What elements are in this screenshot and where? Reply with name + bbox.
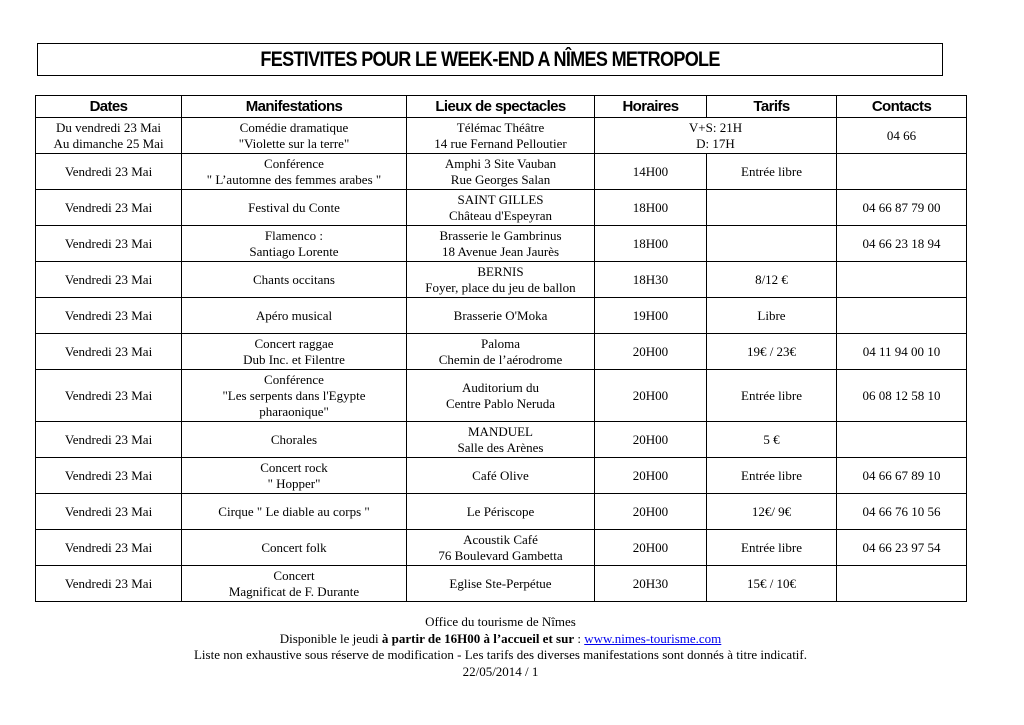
tarif-cell: Entrée libre bbox=[707, 370, 837, 422]
time-cell: 20H00 bbox=[595, 422, 707, 458]
time-cell: 20H00 bbox=[595, 334, 707, 370]
tarif-cell: Entrée libre bbox=[707, 530, 837, 566]
event-line: Concert raggae bbox=[254, 335, 334, 351]
venue-cell bbox=[407, 422, 595, 458]
event-cell: Cirque " Le diable au corps " bbox=[182, 494, 407, 530]
date-cell: Vendredi 23 Mai bbox=[36, 566, 182, 602]
event-cell bbox=[182, 566, 407, 602]
header-manifestations: Manifestations bbox=[182, 96, 407, 118]
table-row bbox=[36, 370, 967, 422]
venue-line: SAINT GILLES bbox=[457, 191, 544, 207]
table-row bbox=[36, 226, 967, 262]
event-cell bbox=[182, 458, 407, 494]
footer-office: Office du tourisme de Nîmes bbox=[425, 614, 576, 629]
date-cell: Vendredi 23 Mai bbox=[36, 226, 182, 262]
event-line: Conférence bbox=[264, 371, 324, 387]
event-line: Magnificat de F. Durante bbox=[228, 583, 360, 599]
contact-cell: 04 66 23 97 54 bbox=[837, 530, 967, 566]
event-cell bbox=[182, 334, 407, 370]
event-line: Concert rock bbox=[260, 459, 328, 475]
event-line: "Les serpents dans l'Egypte bbox=[222, 387, 366, 403]
tarif-cell: Entrée libre bbox=[707, 154, 837, 190]
date-cell: Vendredi 23 Mai bbox=[36, 458, 182, 494]
event-cell bbox=[182, 226, 407, 262]
event-cell bbox=[182, 370, 407, 422]
time-cell: 18H00 bbox=[595, 190, 707, 226]
venue-line: Paloma bbox=[481, 335, 520, 351]
contact-cell: 04 66 67 89 10 bbox=[837, 458, 967, 494]
date-line: Du vendredi 23 Mai bbox=[55, 119, 162, 135]
horaire-line: V+S: 21H bbox=[688, 119, 743, 135]
tarif-cell: 5 € bbox=[707, 422, 837, 458]
date-line: Au dimanche 25 Mai bbox=[53, 135, 164, 151]
footer-availability-text: Disponible le jeudi bbox=[279, 630, 382, 646]
title-box bbox=[37, 43, 943, 76]
contact-cell bbox=[837, 422, 967, 458]
time-cell: 20H00 bbox=[595, 494, 707, 530]
venue-line: Chemin de l’aérodrome bbox=[438, 351, 563, 367]
header-lieux: Lieux de spectacles bbox=[407, 96, 595, 118]
event-line: Flamenco : bbox=[264, 227, 324, 243]
venue-line: MANDUEL bbox=[468, 423, 533, 439]
time-cell: 18H00 bbox=[595, 226, 707, 262]
event-line: Santiago Lorente bbox=[249, 243, 339, 259]
venue-cell: Café Olive bbox=[407, 458, 595, 494]
venue-cell bbox=[407, 262, 595, 298]
date-cell: Vendredi 23 Mai bbox=[36, 494, 182, 530]
contact-cell: 04 66 76 10 56 bbox=[837, 494, 967, 530]
table-row bbox=[36, 118, 967, 154]
date-cell: Vendredi 23 Mai bbox=[36, 422, 182, 458]
event-cell: Apéro musical bbox=[182, 298, 407, 334]
event-cell: Festival du Conte bbox=[182, 190, 407, 226]
table-row bbox=[36, 458, 967, 494]
date-cell: Vendredi 23 Mai bbox=[36, 334, 182, 370]
contact-cell: 04 11 94 00 10 bbox=[837, 334, 967, 370]
header-tarifs: Tarifs bbox=[707, 96, 837, 118]
time-cell: 20H00 bbox=[595, 458, 707, 494]
venue-cell bbox=[407, 370, 595, 422]
tarif-cell: Libre bbox=[707, 298, 837, 334]
footer bbox=[35, 614, 966, 680]
venue-line: Centre Pablo Neruda bbox=[445, 395, 556, 411]
tarif-cell: 15€ / 10€ bbox=[707, 566, 837, 602]
venue-line: Foyer, place du jeu de ballon bbox=[425, 279, 576, 295]
event-line: Conférence bbox=[264, 155, 324, 171]
date-cell: Vendredi 23 Mai bbox=[36, 370, 182, 422]
venue-cell bbox=[407, 118, 595, 154]
date-cell bbox=[36, 118, 182, 154]
venue-cell bbox=[407, 190, 595, 226]
contact-cell: 04 66 87 79 00 bbox=[837, 190, 967, 226]
table-row bbox=[36, 262, 967, 298]
footer-availability-bold: à partir de 16H00 à l’accueil et sur bbox=[381, 630, 575, 646]
event-cell: Chants occitans bbox=[182, 262, 407, 298]
date-cell: Vendredi 23 Mai bbox=[36, 298, 182, 334]
venue-cell: Le Périscope bbox=[407, 494, 595, 530]
contact-cell bbox=[837, 154, 967, 190]
event-line: Comédie dramatique bbox=[239, 119, 349, 135]
venue-line: Acoustik Café bbox=[463, 531, 538, 547]
event-cell bbox=[182, 154, 407, 190]
table-row bbox=[36, 154, 967, 190]
event-line: " L’automne des femmes arabes " bbox=[206, 171, 382, 187]
date-cell: Vendredi 23 Mai bbox=[36, 262, 182, 298]
date-cell: Vendredi 23 Mai bbox=[36, 154, 182, 190]
table-row bbox=[36, 298, 967, 334]
table-row bbox=[36, 530, 967, 566]
venue-line: Rue Georges Salan bbox=[450, 171, 551, 187]
event-line: Dub Inc. et Filentre bbox=[243, 351, 345, 367]
tarif-cell: 8/12 € bbox=[707, 262, 837, 298]
venue-cell bbox=[407, 530, 595, 566]
date-cell: Vendredi 23 Mai bbox=[36, 530, 182, 566]
venue-cell: Eglise Ste-Perpétue bbox=[407, 566, 595, 602]
event-line: Concert bbox=[273, 567, 315, 583]
horaire-line: D: 17H bbox=[696, 135, 735, 151]
time-cell: 20H30 bbox=[595, 566, 707, 602]
contact-cell bbox=[837, 298, 967, 334]
date-cell: Vendredi 23 Mai bbox=[36, 190, 182, 226]
table-row bbox=[36, 422, 967, 458]
table-row bbox=[36, 494, 967, 530]
tarif-cell bbox=[707, 190, 837, 226]
venue-line: Télémac Théâtre bbox=[456, 119, 545, 135]
contact-cell: 04 66 23 18 94 bbox=[837, 226, 967, 262]
footer-disclaimer: Liste non exhaustive sous réserve de modification - Les tarifs des diverses manifestations sont donnés à titre indicatif. bbox=[193, 647, 807, 662]
event-cell: Concert folk bbox=[182, 530, 407, 566]
footer-separator: : bbox=[574, 630, 585, 646]
page-title: FESTIVITES POUR LE WEEK-END A NÎMES METROPOLE bbox=[260, 47, 720, 71]
table-row bbox=[36, 334, 967, 370]
events-table bbox=[35, 95, 967, 602]
header-contacts: Contacts bbox=[837, 96, 967, 118]
venue-line: Salle des Arènes bbox=[457, 439, 544, 455]
contact-cell bbox=[837, 566, 967, 602]
tarif-cell: 12€/ 9€ bbox=[707, 494, 837, 530]
tarif-cell bbox=[707, 226, 837, 262]
tarif-cell: Entrée libre bbox=[707, 458, 837, 494]
tourism-website-link[interactable]: www.nimes-tourisme.com bbox=[584, 630, 722, 646]
event-line: "Violette sur la terre" bbox=[238, 135, 350, 151]
header-horaires: Horaires bbox=[595, 96, 707, 118]
footer-date-page: 22/05/2014 / 1 bbox=[462, 663, 539, 679]
venue-cell bbox=[407, 226, 595, 262]
time-cell: 18H30 bbox=[595, 262, 707, 298]
table-row bbox=[36, 566, 967, 602]
header-dates: Dates bbox=[36, 96, 182, 118]
header-row bbox=[36, 96, 967, 118]
table-row bbox=[36, 190, 967, 226]
venue-line: 18 Avenue Jean Jaurès bbox=[441, 243, 560, 259]
contact-cell: 04 66 bbox=[837, 118, 967, 154]
contact-cell bbox=[837, 262, 967, 298]
event-line: pharaonique" bbox=[259, 403, 329, 419]
horaires-tarifs-cell bbox=[595, 118, 837, 154]
venue-line: Amphi 3 Site Vauban bbox=[444, 155, 557, 171]
venue-line: Auditorium du bbox=[462, 379, 539, 395]
event-cell: Chorales bbox=[182, 422, 407, 458]
contact-cell: 06 08 12 58 10 bbox=[837, 370, 967, 422]
event-line: " Hopper" bbox=[267, 475, 321, 491]
venue-line: 14 rue Fernand Pelloutier bbox=[434, 135, 567, 151]
time-cell: 20H00 bbox=[595, 370, 707, 422]
venue-cell: Brasserie O'Moka bbox=[407, 298, 595, 334]
venue-cell bbox=[407, 334, 595, 370]
tarif-cell: 19€ / 23€ bbox=[707, 334, 837, 370]
time-cell: 14H00 bbox=[595, 154, 707, 190]
venue-line: BERNIS bbox=[477, 263, 524, 279]
footer-availability bbox=[35, 631, 966, 648]
venue-line: 76 Boulevard Gambetta bbox=[438, 547, 563, 563]
event-cell bbox=[182, 118, 407, 154]
venue-cell bbox=[407, 154, 595, 190]
venue-line: Brasserie le Gambrinus bbox=[439, 227, 562, 243]
time-cell: 20H00 bbox=[595, 530, 707, 566]
venue-line: Château d'Espeyran bbox=[448, 207, 553, 223]
time-cell: 19H00 bbox=[595, 298, 707, 334]
